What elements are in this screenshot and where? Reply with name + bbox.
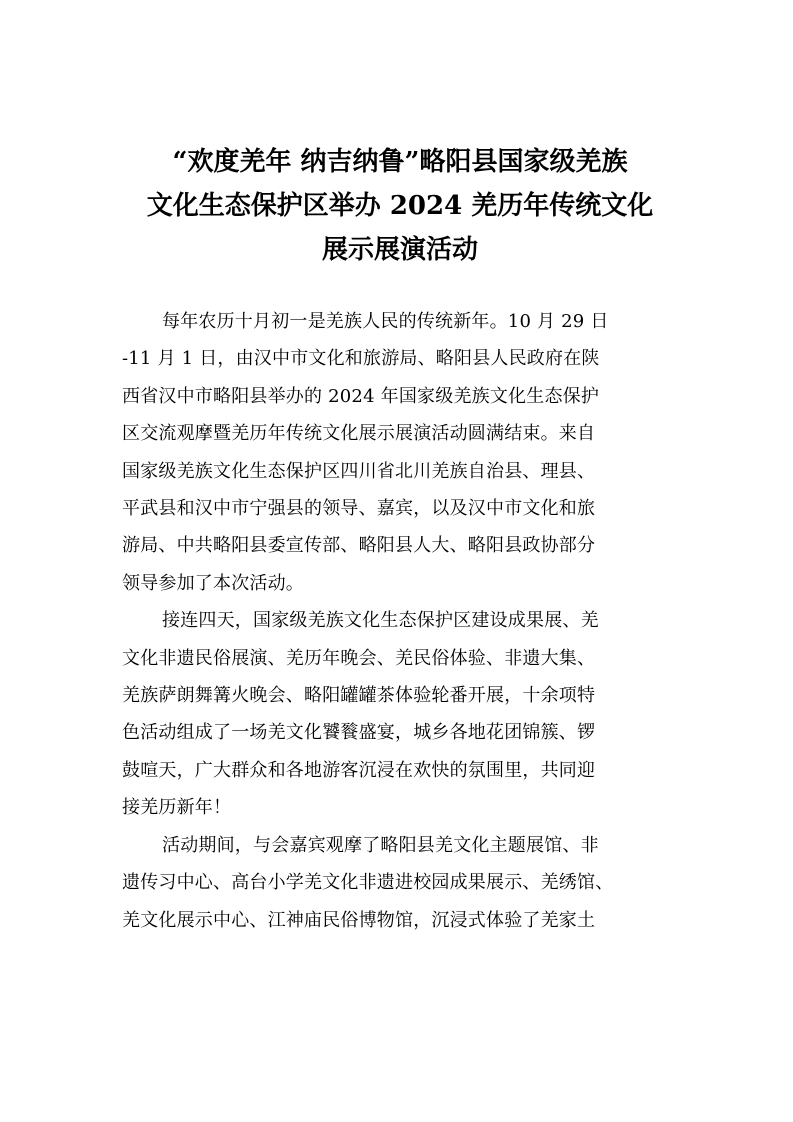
article-body [122,303,682,939]
text-line: 文化非遗民俗展演、羌历年晚会、羌民俗体验、非遗大集、 [122,647,596,669]
paragraph-1 [122,303,682,602]
text-line: 羌族萨朗舞篝火晚会、略阳罐罐茶体验轮番开展，十余项特 [122,685,596,707]
paragraph-3 [122,827,682,939]
text-line: 平武县和汉中市宁强县的领导、嘉宾，以及汉中市文化和旅 [122,498,596,520]
text-line: 区交流观摩暨羌历年传统文化展示展演活动圆满结束。来自 [122,423,596,445]
text-line: 色活动组成了一场羌文化饕餮盛宴，城乡各地花团锦簇、锣 [122,722,596,744]
title-line: 文化生态保护区举办 2024 羌历年传统文化 [146,191,654,221]
text-line: 接连四天，国家级羌族文化生态保护区建设成果展、羌 [162,610,599,632]
text-line: 国家级羌族文化生态保护区四川省北川羌族自治县、理县、 [122,460,596,482]
text-line: 遗传习中心、高台小学羌文化非遗进校园成果展示、羌绣馆、 [122,872,614,894]
text-line: -11 月 1 日，由汉中市文化和旅游局、略阳县人民政府在陕 [122,348,600,370]
text-line: 西省汉中市略阳县举办的 2024 年国家级羌族文化生态保护 [122,385,600,407]
text-line: 游局、中共略阳县委宣传部、略阳县人大、略阳县政协部分 [122,535,596,557]
text-line: 鼓喧天，广大群众和各地游客沉浸在欢快的氛围里，共同迎 [122,759,596,781]
text-line: 羌文化展示中心、江神庙民俗博物馆，沉浸式体验了羌家土 [122,909,596,931]
article-title [110,140,690,272]
title-line: “欢度羌年 纳吉纳鲁”略阳县国家级羌族 [172,147,628,177]
text-line: 接羌历新年！ [122,797,232,819]
text-line: 领导参加了本次活动。 [122,572,304,594]
title-line: 展示展演活动 [321,235,478,265]
text-line: 活动期间，与会嘉宾观摩了略阳县羌文化主题展馆、非 [162,834,599,856]
paragraph-2 [122,602,682,826]
text-line: 每年农历十月初一是羌族人民的传统新年。10 月 29 日 [162,311,609,332]
